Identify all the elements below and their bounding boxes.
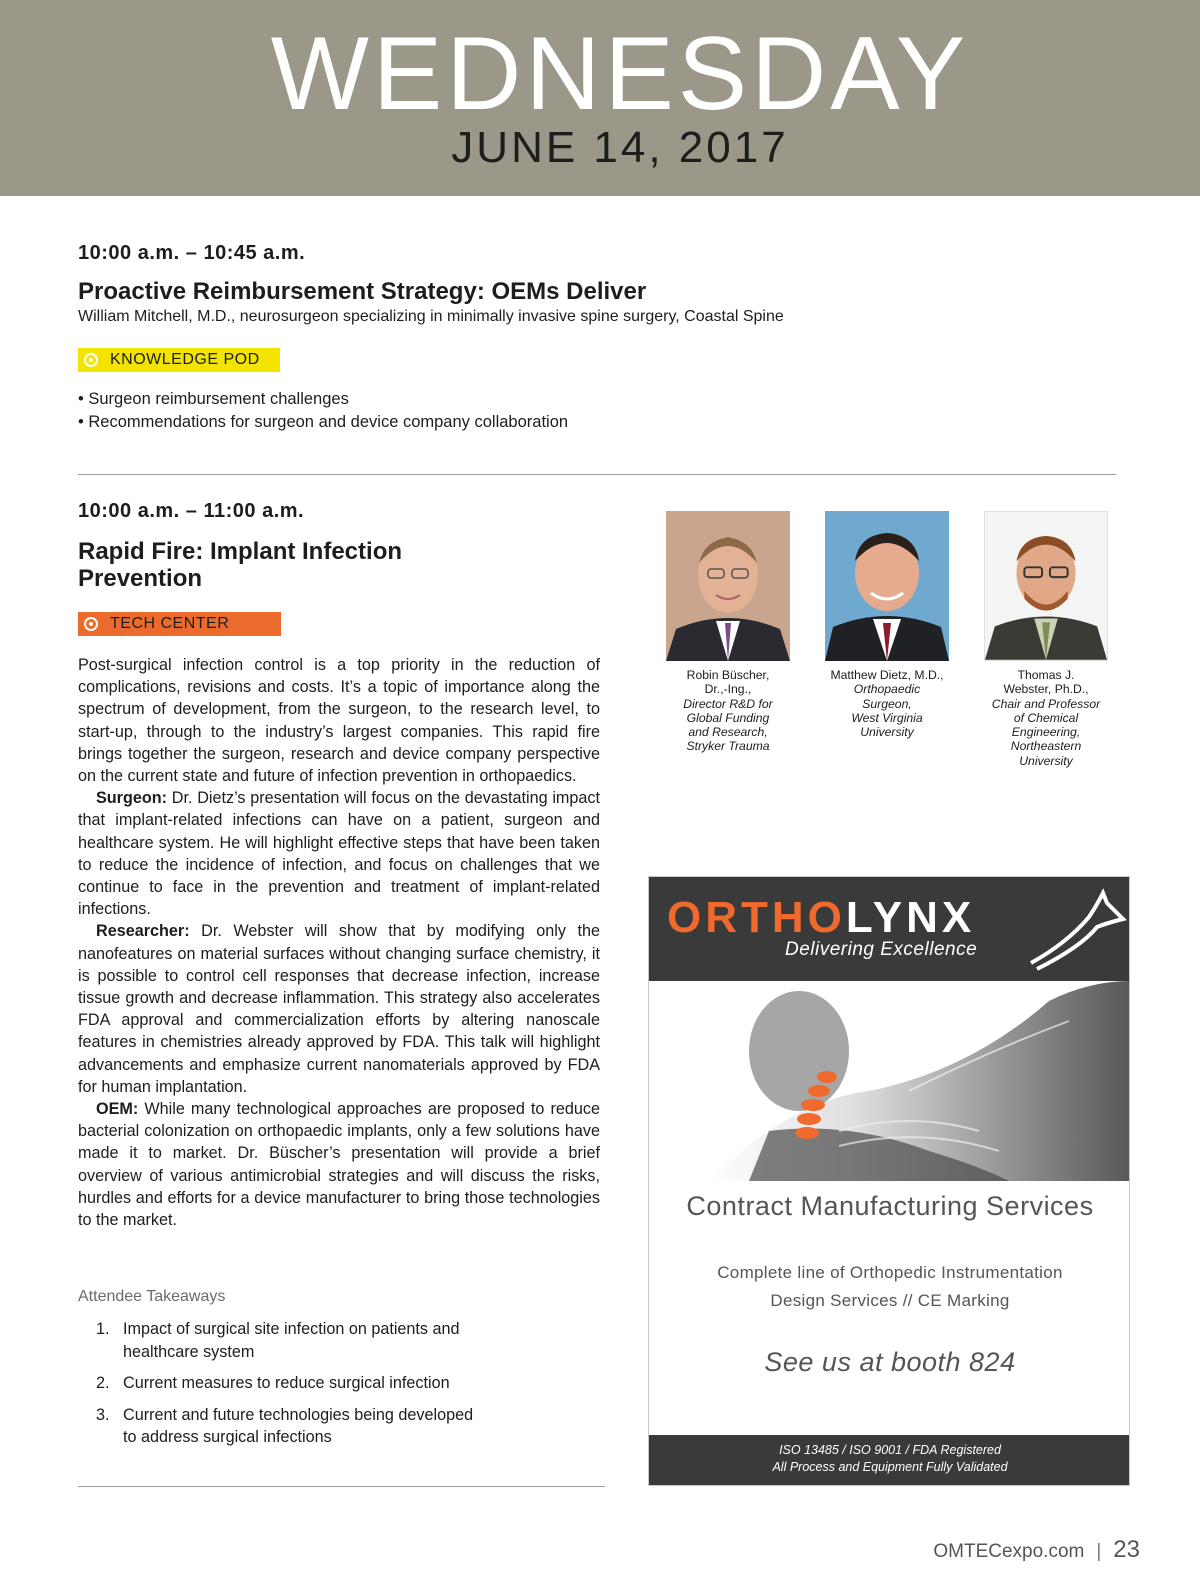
speaker-role: Orthopaedic <box>853 682 921 697</box>
list-item <box>78 1372 598 1395</box>
speaker-role: Stryker Trauma <box>686 739 770 754</box>
speaker-name: Dr.,-Ing., <box>704 682 752 697</box>
ad-line2: Design Services // CE Marking <box>770 1291 1010 1310</box>
surgeon-label: Surgeon: <box>96 789 168 808</box>
oem-label: OEM: <box>96 1100 139 1119</box>
session2-title <box>78 538 402 592</box>
tech-center-tag <box>78 612 281 636</box>
speaker-role: West Virginia <box>851 710 923 725</box>
speaker-role: Global Funding <box>686 710 770 725</box>
page-number: 23 <box>1113 1536 1140 1563</box>
speaker-role: Surgeon, <box>862 696 912 711</box>
researcher-label: Researcher: <box>96 922 190 941</box>
brand-logo <box>667 893 975 943</box>
target-icon <box>84 353 98 367</box>
session2-title-line2: Prevention <box>78 565 203 592</box>
item-text <box>123 1318 460 1363</box>
knowledge-pod-tag <box>78 348 280 372</box>
takeaways-heading: Attendee Takeaways <box>78 1288 226 1305</box>
list-item: • Recommendations for surgeon and device company collaboration <box>78 413 569 431</box>
surgeon-text: Dr. Dietz’s presentation will focus on the devastating impact that implant-related infections can have on a patient, surgeon and healthcare system. He will highlight effective steps that have been taken to reduce the incidence of infection, and focus on challenges that we continue to face in the prevention and treatment of implant-related infections. <box>78 789 600 919</box>
list-item <box>78 1318 598 1363</box>
speaker-caption-buscher <box>648 668 808 754</box>
item-line: to address surgical infections <box>123 1428 332 1446</box>
speaker-caption-dietz <box>807 668 967 739</box>
session1-speaker: William Mitchell, M.D., neurosurgeon specializing in minimally invasive spine surgery, Coastal Spine <box>78 308 784 325</box>
speaker-name: Webster, Ph.D., <box>1003 682 1089 697</box>
speaker-role: and Research, <box>688 725 768 740</box>
speaker-photo-webster <box>984 511 1108 661</box>
researcher-paragraph <box>78 920 600 1098</box>
intro-paragraph: Post-surgical infection control is a top priority in the reduction of complications, revisions and costs. It’s a topic of importance along the spectrum of development, from the surgeon, to the research level, to start-up, through to the industry’s largest companies. This rapid fire brings together the surgeon, research and device company perspective on the current state and future of infection prevention in orthopaedics. <box>78 656 600 786</box>
oem-text: While many technological approaches are proposed to reduce bacterial colonization on orthopaedic implants, only a few solutions have made it to market. Dr. Büscher’s presentation will provide a brief overview of various antimicrobial strategies and will discuss the risks, hurdles and efforts for a device manufacturer to bring those technologies to the market. <box>78 1100 600 1230</box>
ad-footer-line1: ISO 13485 / ISO 9001 / FDA Registered <box>779 1443 1001 1457</box>
item-line: healthcare system <box>123 1342 255 1361</box>
surgeon-paragraph <box>78 787 600 920</box>
ad-booth: See us at booth 824 <box>764 1347 1016 1377</box>
ad-line1: Complete line of Orthopedic Instrumentation <box>717 1263 1063 1282</box>
speaker-caption-webster <box>966 668 1126 768</box>
list-item <box>78 1404 598 1449</box>
speaker-role: Director R&D for <box>683 696 773 711</box>
speaker-name: Matthew Dietz, M.D., <box>830 668 944 682</box>
speaker-name: Thomas J. <box>1017 668 1075 682</box>
item-text <box>123 1372 450 1395</box>
tag-label: KNOWLEDGE POD <box>110 351 260 368</box>
item-number: 1. <box>96 1320 110 1338</box>
item-line: Current measures to reduce surgical infection <box>123 1374 450 1392</box>
spine-xray-image <box>649 981 1130 1181</box>
speaker-role: of Chemical <box>1013 710 1079 725</box>
ad-footer-line2: All Process and Equipment Fully Validated <box>772 1460 1008 1474</box>
session1-time: 10:00 a.m. – 10:45 a.m. <box>78 242 306 264</box>
ad-service: Contract Manufacturing Services <box>686 1191 1094 1221</box>
item-text <box>123 1404 473 1449</box>
tag-label: TECH CENTER <box>110 615 230 632</box>
divider <box>78 474 1116 475</box>
footer-separator: | <box>1096 1541 1102 1562</box>
item-number: 2. <box>96 1374 110 1392</box>
researcher-text: Dr. Webster will show that by modifying only the nanofeatures on material surfaces without changing surface chemistry, it is possible to control cell responses that decrease infection, increase tissue growth and decrease inflammation. This strategy also accelerates FDA approval and commercialization efforts by altering nanoscale features in chemistries already approved by FDA. This talk will highlight advancements and emphasize current nanomaterials approved by FDA for human implantation. <box>78 922 600 1096</box>
speaker-role: Northeastern <box>1010 739 1082 754</box>
item-line: Current and future technologies being developed <box>123 1405 474 1424</box>
speaker-role: University <box>860 725 914 740</box>
takeaways-list <box>78 1318 598 1458</box>
speaker-role: Engineering, <box>1011 725 1081 740</box>
item-number: 3. <box>96 1405 110 1424</box>
session2-time: 10:00 a.m. – 11:00 a.m. <box>78 500 305 522</box>
session1-bullets <box>78 388 568 434</box>
oem-paragraph <box>78 1098 600 1231</box>
speaker-name: Robin Büscher, <box>686 668 770 682</box>
date-heading: JUNE 14, 2017 <box>451 123 789 172</box>
brand-part1: ORTHO <box>667 893 846 942</box>
session2-description <box>78 654 600 1231</box>
page-footer <box>933 1536 1140 1564</box>
item-line: Impact of surgical site infection on patients and <box>123 1320 460 1338</box>
lynx-swoosh-icon <box>1027 883 1127 973</box>
brand-part2: LYNX <box>845 893 976 942</box>
advertisement[interactable] <box>648 876 1130 1486</box>
speaker-photo-buscher <box>666 511 790 661</box>
session1-title: Proactive Reimbursement Strategy: OEMs Deliver <box>78 278 647 305</box>
speaker-role: University <box>1019 753 1073 768</box>
speaker-photo-dietz <box>825 511 949 661</box>
target-icon <box>84 617 98 631</box>
speaker-role: Chair and Professor <box>991 696 1101 711</box>
ad-tagline: Delivering Excellence <box>785 939 978 960</box>
list-item: • Surgeon reimbursement challenges <box>78 390 349 408</box>
footer-site: OMTECexpo.com <box>933 1541 1085 1562</box>
divider <box>78 1486 605 1487</box>
session2-title-line1: Rapid Fire: Implant Infection <box>78 538 403 565</box>
day-heading: WEDNESDAY <box>270 16 970 132</box>
